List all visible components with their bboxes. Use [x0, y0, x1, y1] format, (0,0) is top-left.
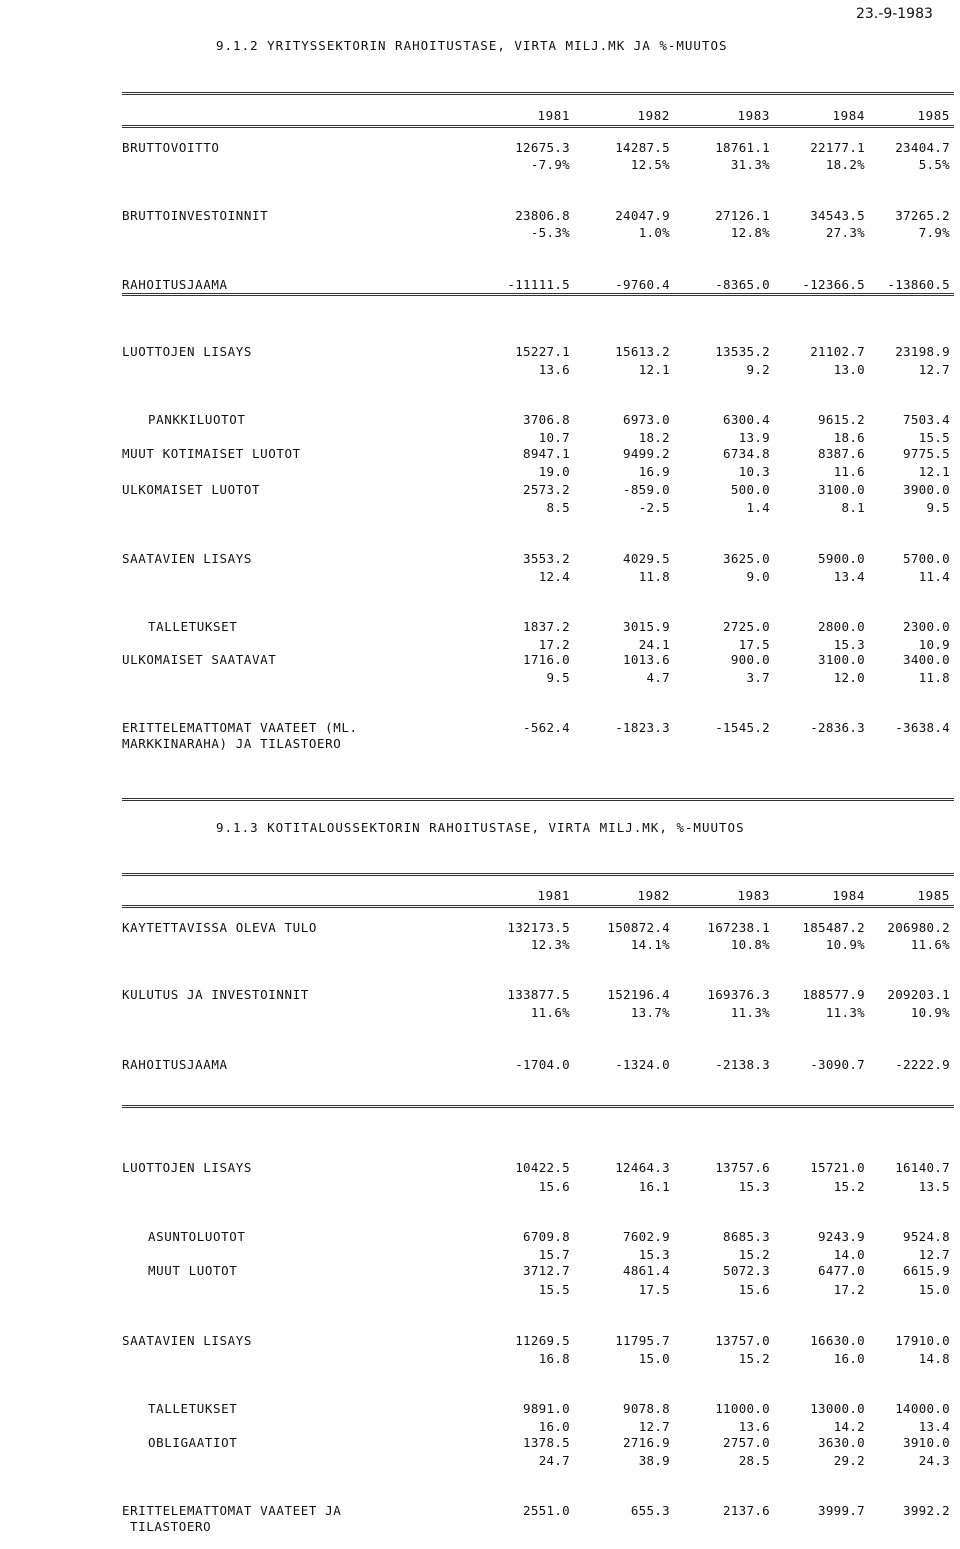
table-cell: 9499.2 [623, 446, 670, 461]
table-cell: 11.6 [833, 464, 865, 479]
table-cell: 18761.1 [715, 140, 770, 155]
table-cell: 15.0 [918, 1282, 950, 1297]
table-cell: 10.9 [918, 637, 950, 652]
year-header: 1984 [832, 888, 865, 903]
section-title: 9.1.2 YRITYSSEKTORIN RAHOITUSTASE, VIRTA MILJ.MK JA %-MUUTOS [216, 38, 728, 53]
table-cell: 3625.0 [723, 551, 770, 566]
row-label: BRUTTOVOITTO [122, 140, 220, 155]
table-cell: 11269.5 [515, 1333, 570, 1348]
table-cell: 16630.0 [810, 1333, 865, 1348]
table-cell: 11.8 [918, 670, 950, 685]
table-cell: 2300.0 [903, 619, 950, 634]
row-label: TALLETUKSET [148, 1401, 238, 1416]
table-cell: 1.4 [746, 500, 770, 515]
table-cell: 14.0 [833, 1247, 865, 1262]
table-cell: -3090.7 [810, 1057, 865, 1072]
table-cell: 34543.5 [810, 208, 865, 223]
table-cell: 3.7 [746, 670, 770, 685]
table-cell: 9.0 [746, 569, 770, 584]
table-cell: 11.8 [638, 569, 670, 584]
table-cell: 206980.2 [887, 920, 950, 935]
table-cell: 15.3 [738, 1179, 770, 1194]
table-cell: 12.3% [530, 937, 570, 952]
table-cell: 15721.0 [810, 1160, 865, 1175]
table-cell: 3100.0 [818, 482, 865, 497]
table-cell: 12675.3 [515, 140, 570, 155]
table-cell: 11000.0 [715, 1401, 770, 1416]
table-cell: 5700.0 [903, 551, 950, 566]
table-cell: 16.0 [538, 1419, 570, 1434]
table-cell: 11.4 [918, 569, 950, 584]
table-cell: 37265.2 [895, 208, 950, 223]
table-cell: 23198.9 [895, 344, 950, 359]
table-cell: 10.9% [825, 937, 865, 952]
row-label: RAHOITUSJAAMA [122, 1057, 228, 1072]
table-cell: 15.2 [833, 1179, 865, 1194]
table-cell: 12.1 [918, 464, 950, 479]
table-cell: -2836.3 [810, 720, 865, 735]
table-cell: 11.3% [730, 1005, 770, 1020]
table-cell: 10.8% [730, 937, 770, 952]
table-cell: 27126.1 [715, 208, 770, 223]
table-cell: 3100.0 [818, 652, 865, 667]
table-cell: 24.7 [538, 1453, 570, 1468]
divider [122, 798, 954, 801]
table-cell: 14287.5 [615, 140, 670, 155]
table-cell: 11795.7 [615, 1333, 670, 1348]
row-label: LUOTTOJEN LISAYS [122, 344, 253, 359]
table-cell: 655.3 [630, 1503, 670, 1518]
table-cell: 38.9 [638, 1453, 670, 1468]
row-label: ULKOMAISET LUOTOT [122, 482, 261, 497]
table-cell: 2716.9 [623, 1435, 670, 1450]
table-cell: 16.1 [638, 1179, 670, 1194]
table-cell: 9.2 [746, 362, 770, 377]
table-cell: 18.2% [825, 157, 865, 172]
table-cell: 3015.9 [623, 619, 670, 634]
table-cell: 16.0 [833, 1351, 865, 1366]
row-label: MUUT KOTIMAISET LUOTOT [122, 446, 301, 461]
row-label: OBLIGAATIOT [148, 1435, 238, 1450]
table-cell: 1.0% [638, 225, 670, 240]
table-cell: 14.8 [918, 1351, 950, 1366]
table-cell: 13757.6 [715, 1160, 770, 1175]
table-cell: 10.3 [738, 464, 770, 479]
table-cell: 6300.4 [723, 412, 770, 427]
table-cell: 1013.6 [623, 652, 670, 667]
table-cell: 15.2 [738, 1351, 770, 1366]
year-header: 1981 [537, 888, 570, 903]
table-cell: 9891.0 [523, 1401, 570, 1416]
table-cell: 2573.2 [523, 482, 570, 497]
row-label: TALLETUKSET [148, 619, 238, 634]
table-cell: 15.5 [918, 430, 950, 445]
year-header: 1985 [917, 888, 950, 903]
table-cell: -1545.2 [715, 720, 770, 735]
row-label: ERITTELEMATTOMAT VAATEET JA [122, 1503, 342, 1518]
table-cell: 8.1 [841, 500, 865, 515]
row-label: MARKKINARAHA) JA TILASTOERO [122, 736, 342, 751]
table-cell: 4.7 [646, 670, 670, 685]
table-cell: 9.5 [546, 670, 570, 685]
table-cell: -1704.0 [515, 1057, 570, 1072]
table-cell: 2551.0 [523, 1503, 570, 1518]
table-cell: 5072.3 [723, 1263, 770, 1278]
table-cell: -9760.4 [615, 277, 670, 292]
table-cell: 8387.6 [818, 446, 865, 461]
table-cell: 11.6% [530, 1005, 570, 1020]
table-cell: 16.8 [538, 1351, 570, 1366]
table-cell: 15.7 [538, 1247, 570, 1262]
table-cell: 5900.0 [818, 551, 865, 566]
table-cell: 6973.0 [623, 412, 670, 427]
table-cell: 3712.7 [523, 1263, 570, 1278]
table-cell: 10422.5 [515, 1160, 570, 1175]
table-cell: 13.9 [738, 430, 770, 445]
table-cell: 19.0 [538, 464, 570, 479]
table-cell: 900.0 [730, 652, 770, 667]
table-cell: 5.5% [918, 157, 950, 172]
row-label: ERITTELEMATTOMAT VAATEET (ML. [122, 720, 358, 735]
table-cell: 23404.7 [895, 140, 950, 155]
table-cell: 9615.2 [818, 412, 865, 427]
table-cell: 15227.1 [515, 344, 570, 359]
table-cell: 10.9% [910, 1005, 950, 1020]
divider [122, 873, 954, 876]
table-cell: 7.9% [918, 225, 950, 240]
table-cell: -8365.0 [715, 277, 770, 292]
table-cell: 17910.0 [895, 1333, 950, 1348]
table-cell: 6615.9 [903, 1263, 950, 1278]
table-cell: 15.0 [638, 1351, 670, 1366]
year-header: 1984 [832, 108, 865, 123]
table-cell: 4029.5 [623, 551, 670, 566]
table-cell: 12.7 [918, 362, 950, 377]
table-cell: 6709.8 [523, 1229, 570, 1244]
table-cell: -1324.0 [615, 1057, 670, 1072]
table-cell: 29.2 [833, 1453, 865, 1468]
table-cell: 9078.8 [623, 1401, 670, 1416]
table-cell: 31.3% [730, 157, 770, 172]
table-cell: 27.3% [825, 225, 865, 240]
table-cell: 18.6 [833, 430, 865, 445]
row-label: BRUTTOINVESTOINNIT [122, 208, 269, 223]
divider [122, 1105, 954, 1108]
stamp-date: 23.-9-1983 [856, 6, 933, 22]
table-cell: 14000.0 [895, 1401, 950, 1416]
table-cell: 15613.2 [615, 344, 670, 359]
table-cell: -7.9% [530, 157, 570, 172]
table-cell: 167238.1 [707, 920, 770, 935]
table-cell: 14.2 [833, 1419, 865, 1434]
table-cell: 3553.2 [523, 551, 570, 566]
table-cell: 4861.4 [623, 1263, 670, 1278]
table-cell: 28.5 [738, 1453, 770, 1468]
table-cell: 11.6% [910, 937, 950, 952]
table-cell: 13.0 [833, 362, 865, 377]
table-cell: 1378.5 [523, 1435, 570, 1450]
table-cell: 12.1 [638, 362, 670, 377]
row-label: SAATAVIEN LISAYS [122, 1333, 253, 1348]
table-cell: 10.7 [538, 430, 570, 445]
table-cell: 152196.4 [607, 987, 670, 1002]
table-cell: 3630.0 [818, 1435, 865, 1450]
table-cell: 22177.1 [810, 140, 865, 155]
row-label: TILASTOERO [130, 1519, 212, 1534]
row-label: SAATAVIEN LISAYS [122, 551, 253, 566]
row-label: ASUNTOLUOTOT [148, 1229, 246, 1244]
table-cell: 23806.8 [515, 208, 570, 223]
table-cell: -1823.3 [615, 720, 670, 735]
row-label: KAYTETTAVISSA OLEVA TULO [122, 920, 318, 935]
divider [122, 293, 954, 296]
table-cell: 12.5% [630, 157, 670, 172]
table-cell: 209203.1 [887, 987, 950, 1002]
row-label: KULUTUS JA INVESTOINNIT [122, 987, 309, 1002]
table-cell: 12.0 [833, 670, 865, 685]
table-cell: 132173.5 [507, 920, 570, 935]
table-cell: -3638.4 [895, 720, 950, 735]
table-cell: 11.3% [825, 1005, 865, 1020]
table-cell: 8685.3 [723, 1229, 770, 1244]
year-header: 1982 [637, 888, 670, 903]
table-cell: -562.4 [523, 720, 570, 735]
table-cell: 13.4 [918, 1419, 950, 1434]
table-cell: 9524.8 [903, 1229, 950, 1244]
table-cell: -2222.9 [895, 1057, 950, 1072]
table-cell: 8.5 [546, 500, 570, 515]
row-label: ULKOMAISET SAATAVAT [122, 652, 277, 667]
table-cell: 3999.7 [818, 1503, 865, 1518]
table-cell: 16.9 [638, 464, 670, 479]
table-cell: 17.2 [833, 1282, 865, 1297]
table-cell: 2725.0 [723, 619, 770, 634]
table-cell: 24047.9 [615, 208, 670, 223]
table-cell: 13757.0 [715, 1333, 770, 1348]
year-header: 1983 [737, 888, 770, 903]
table-cell: 12.7 [638, 1419, 670, 1434]
table-cell: 188577.9 [802, 987, 865, 1002]
table-cell: 3910.0 [903, 1435, 950, 1450]
table-cell: 1837.2 [523, 619, 570, 634]
table-cell: 17.5 [738, 637, 770, 652]
table-cell: 3900.0 [903, 482, 950, 497]
table-cell: -5.3% [530, 225, 570, 240]
table-cell: 13.5 [918, 1179, 950, 1194]
table-cell: 24.3 [918, 1453, 950, 1468]
table-cell: 8947.1 [523, 446, 570, 461]
table-cell: 1716.0 [523, 652, 570, 667]
table-cell: 12.4 [538, 569, 570, 584]
table-cell: 15.2 [738, 1247, 770, 1262]
table-cell: -859.0 [623, 482, 670, 497]
table-cell: 15.3 [638, 1247, 670, 1262]
table-cell: -2.5 [638, 500, 670, 515]
table-cell: -13860.5 [887, 277, 950, 292]
table-cell: 17.2 [538, 637, 570, 652]
table-cell: 3992.2 [903, 1503, 950, 1518]
table-cell: 9775.5 [903, 446, 950, 461]
table-cell: 21102.7 [810, 344, 865, 359]
table-cell: 13.6 [738, 1419, 770, 1434]
table-cell: 15.6 [538, 1179, 570, 1194]
table-cell: 13535.2 [715, 344, 770, 359]
table-cell: 16140.7 [895, 1160, 950, 1175]
table-cell: -2138.3 [715, 1057, 770, 1072]
table-cell: 9243.9 [818, 1229, 865, 1244]
table-cell: 9.5 [926, 500, 950, 515]
table-cell: 2800.0 [818, 619, 865, 634]
table-cell: 12.7 [918, 1247, 950, 1262]
table-cell: 14.1% [630, 937, 670, 952]
table-cell: 2757.0 [723, 1435, 770, 1450]
table-cell: 13.6 [538, 362, 570, 377]
table-cell: 13000.0 [810, 1401, 865, 1416]
table-cell: -12366.5 [802, 277, 865, 292]
year-header: 1981 [537, 108, 570, 123]
table-cell: 15.5 [538, 1282, 570, 1297]
table-cell: 15.3 [833, 637, 865, 652]
row-label: PANKKILUOTOT [148, 412, 246, 427]
divider [122, 92, 954, 95]
year-header: 1983 [737, 108, 770, 123]
table-cell: 7503.4 [903, 412, 950, 427]
row-label: LUOTTOJEN LISAYS [122, 1160, 253, 1175]
year-header: 1982 [637, 108, 670, 123]
row-label: RAHOITUSJAAMA [122, 277, 228, 292]
row-label: MUUT LUOTOT [148, 1263, 238, 1278]
table-cell: 17.5 [638, 1282, 670, 1297]
table-cell: 150872.4 [607, 920, 670, 935]
table-cell: 500.0 [730, 482, 770, 497]
table-cell: 24.1 [638, 637, 670, 652]
divider [122, 125, 954, 128]
table-cell: 185487.2 [802, 920, 865, 935]
section-title: 9.1.3 KOTITALOUSSEKTORIN RAHOITUSTASE, VIRTA MILJ.MK, %-MUUTOS [216, 820, 745, 835]
table-cell: 3400.0 [903, 652, 950, 667]
table-cell: 13.4 [833, 569, 865, 584]
table-cell: 169376.3 [707, 987, 770, 1002]
year-header: 1985 [917, 108, 950, 123]
table-cell: 7602.9 [623, 1229, 670, 1244]
table-cell: -11111.5 [507, 277, 570, 292]
table-cell: 12464.3 [615, 1160, 670, 1175]
table-cell: 6477.0 [818, 1263, 865, 1278]
table-cell: 12.8% [730, 225, 770, 240]
table-cell: 3706.8 [523, 412, 570, 427]
table-cell: 18.2 [638, 430, 670, 445]
divider [122, 905, 954, 908]
table-cell: 6734.8 [723, 446, 770, 461]
table-cell: 15.6 [738, 1282, 770, 1297]
table-cell: 13.7% [630, 1005, 670, 1020]
table-cell: 133877.5 [507, 987, 570, 1002]
table-cell: 2137.6 [723, 1503, 770, 1518]
